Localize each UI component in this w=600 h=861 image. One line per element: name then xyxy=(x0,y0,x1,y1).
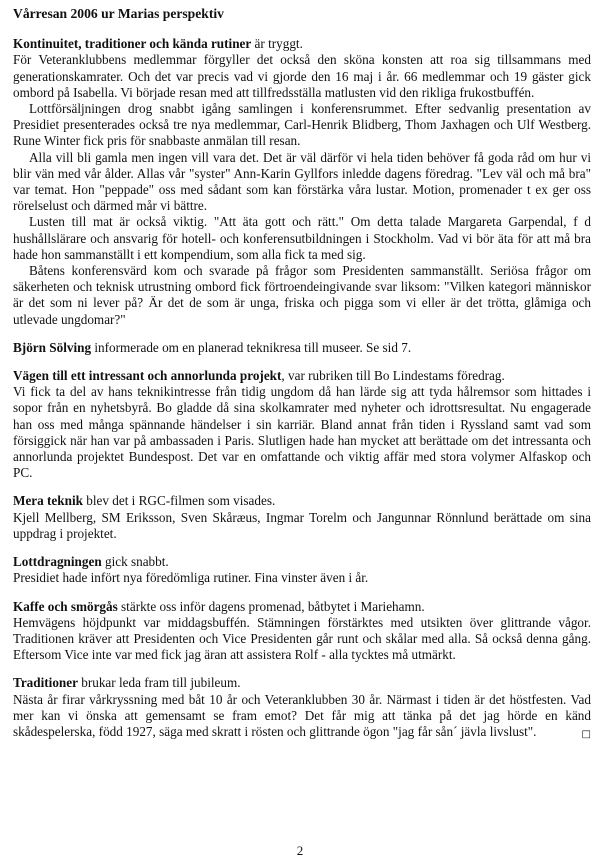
section-kaffe xyxy=(13,599,591,664)
paragraph xyxy=(13,692,591,741)
article-title: Vårresan 2006 ur Marias perspektiv xyxy=(13,6,224,21)
section-heading-tail: informerade om en planerad teknikresa till museer. Se sid 7. xyxy=(91,339,412,355)
section-lottdragningen xyxy=(13,554,591,586)
paragraph: Lusten till mat är också viktig. "Att äta gott och rätt." Om detta talade Margareta Garpendal, f d hushållslärare och ansvarig för hotell- och konferensutbildningen i Stockholm. Vad vi bör äta för att må bra hade hon sammanställt i ett kompendium, som alla fick ta med sig. xyxy=(13,214,591,262)
section-heading: Vägen till ett intressant och annorlunda projekt xyxy=(13,368,282,384)
section-heading: Mera teknik xyxy=(13,493,83,509)
section-heading: Kaffe och smörgås xyxy=(13,598,118,614)
paragraph: Presidiet hade infört nya föredömliga rutiner. Fina vinster även i år. xyxy=(13,570,369,586)
section-heading-tail: gick snabbt. xyxy=(101,554,169,570)
paragraph-text: Nästa år firar vårkryssning med båt 10 år och Veteranklubben 30 år. Närmast i tiden är det höstfesten. Vad mer kan vi önska att gemensamt se fram emot? Det får mig att tänka på det jag hörde en känd skådespelerska, född 1927, säga med skratt i rösten och glittrande ögon "jag får sån´ jävla livslust". xyxy=(13,691,591,739)
section-heading: Kontinuitet, traditioner och kända rutiner xyxy=(13,36,252,52)
section-mera-teknik xyxy=(13,493,591,542)
section-heading: Lottdragningen xyxy=(13,554,102,570)
section-heading: Traditioner xyxy=(13,675,78,691)
section-traditioner xyxy=(13,675,591,740)
section-heading-tail: stärkte oss inför dagens promenad, båtbytet i Mariehamn. xyxy=(117,598,425,614)
section-heading-tail: blev det i RGC-filmen som visades. xyxy=(82,493,276,509)
paragraph: Lottförsäljningen drog snabbt igång samlingen i konferensrummet. Efter sedvanlig presentation av Presidiet presenterades också tre nya medlemmar, Carl-Henrik Blidberg, Thom Jaxhagen och Ulf Westberg. Rune Winter fick pris för snabbaste anmälan till resan. xyxy=(13,101,591,149)
section-kontinuitet xyxy=(13,36,591,328)
end-of-article-mark: □ xyxy=(581,728,591,740)
section-heading-tail: är tryggt. xyxy=(251,36,303,52)
section-vagen xyxy=(13,368,591,481)
paragraph: Vi fick ta del av hans teknikintresse från tidig ungdom då han lärde sig att tyda hålremsor som hittades i sopor från en nyhetsbyrå. Bo gladde då sina skolkamrater med nyheter och idrottsresultat. Nu engagerade han oss med många spännande händelser i sin karriär. Bland annat från tiden i Ryssland samt vad som försiggick när han var på ambassaden i Paris. Slutligen hade han mycket att berättade om det intressanta och annorlunda projektet Bundespost. Det var en omfattande och viktig affär med stora volymer Alfaskop och PC. xyxy=(13,384,591,481)
paragraph: Alla vill bli gamla men ingen vill vara det. Det är väl därför vi hela tiden behöver få goda råd om hur vi blir vän med vår ålder. Allas vår "syster" Ann-Karin Gyllfors inledde dagens föredrag. "Lev väl och må bra" var temat. Hon "peppade" oss med sådant som kan förstärka våra lustar. Motion, promenader t ex ger oss rörelselust och därmed mår vi bättre. xyxy=(13,149,591,214)
document-page xyxy=(13,6,591,752)
section-heading: Björn Sölving xyxy=(13,339,92,355)
paragraph: För Veteranklubbens medlemmar förgyller det också den sköna konsten att roa sig tillsammans med generationskamrater. Och det var precis vad vi gjorde den 16 maj i år. 66 medlemmar och 19 gäster gick ombord på Isabella. Vi började resan med att tillfredsställa matlusten vid den rikliga frukostbuffén. xyxy=(13,52,591,100)
section-heading-tail: brukar leda fram till jubileum. xyxy=(77,675,241,691)
paragraph: Kjell Mellberg, SM Eriksson, Sven Skåræus, Ingmar Torelm och Jangunnar Rönnlund berättade om sina uppdrag i projektet. xyxy=(13,509,591,541)
section-heading-tail: , var rubriken till Bo Lindestams föredrag. xyxy=(281,368,505,384)
paragraph: Båtens konferensvärd kom och svarade på frågor som Presidenten sammanställt. Seriösa frågor om säkerheten och teknisk utrustning ombord fick förtroendeingivande svar liksom: "Vilken kategori människor är det som ni lever på? Är det de som är unga, friska och pigga som vi eller är det trötta, glåmiga och utlevade ungdomar?" xyxy=(13,263,591,327)
section-bjorn-solving xyxy=(13,340,591,356)
paragraph: Hemvägens höjdpunkt var middagsbuffén. Stämningen förstärktes med utsikten över glittrande vågor. Traditionen kräver att Presidenten och Vice Presidenten går runt och skålar med alla. Så också denna gång. Eftersom Vice inte var med fick jag äran att assistera Rolf - alla tycktes må utmärkt. xyxy=(13,614,591,663)
page-number: 2 xyxy=(296,843,304,858)
